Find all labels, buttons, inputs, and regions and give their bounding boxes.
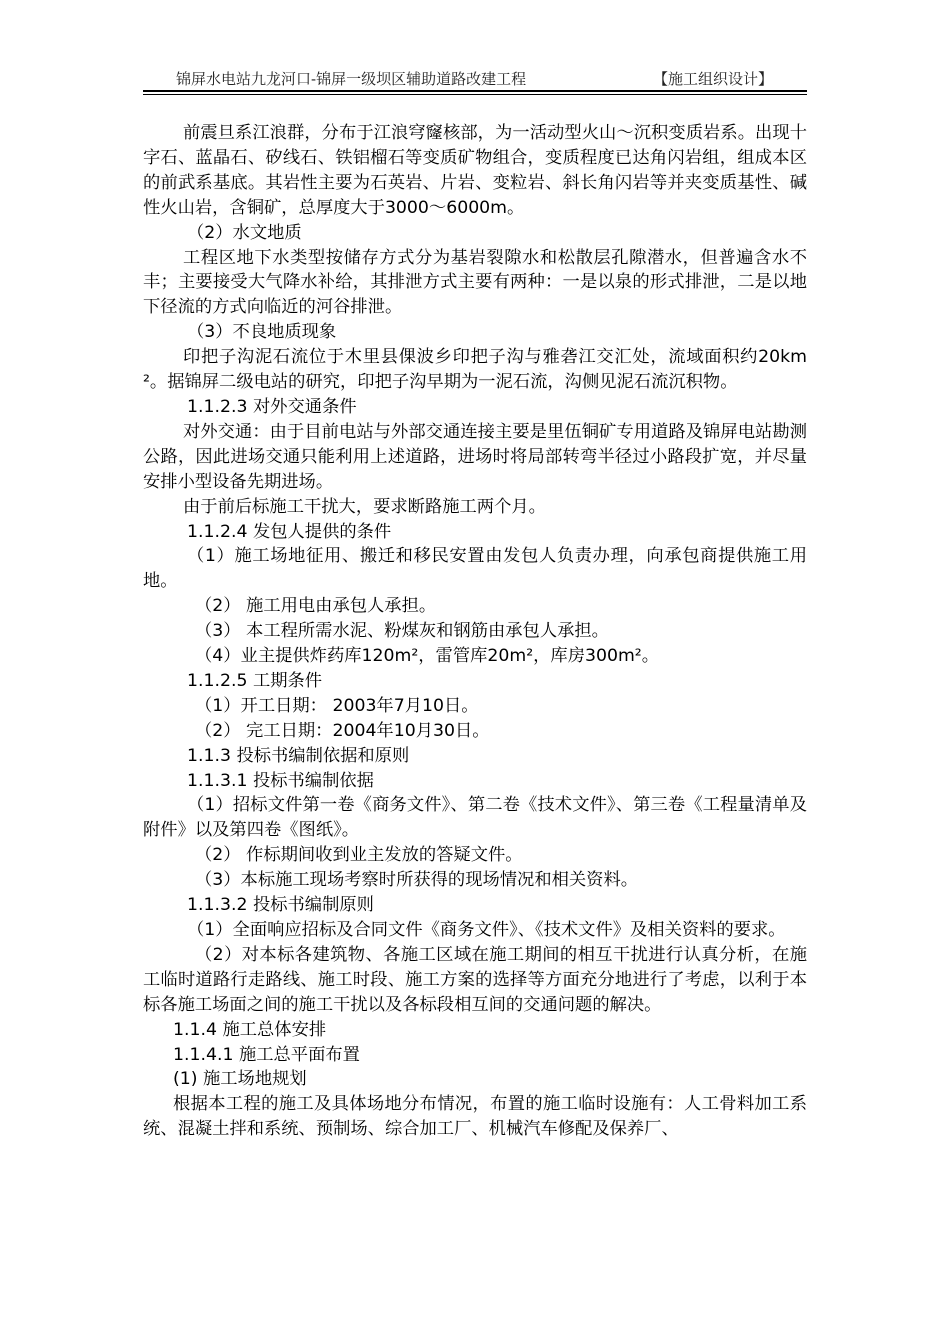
heading-bid-basis: 1.1.3 投标书编制依据和原则: [187, 745, 410, 766]
paragraph-external-traffic: 对外交通：由于目前电站与外部交通连接主要是里伍铜矿专用道路及锦屏电站勘测公路，因此进场交通只能利用上述道路，进场时将局部转弯半径过小路段扩宽，并尽量安排小型设备先期进场。: [143, 421, 807, 492]
list-item-land-acquisition: （1）施工场地征用、搬迁和移民安置由发包人负责办理，向承包商提供施工用地。: [143, 546, 807, 592]
list-item-power-supply: （2） 施工用电由承包人承担。: [195, 596, 437, 617]
list-item-end-date: （2） 完工日期：2004年10月30日。: [195, 720, 490, 741]
heading-employer-conditions: 1.1.2.4 发包人提供的条件: [187, 521, 392, 542]
heading-bid-principles: 1.1.3.2 投标书编制原则: [187, 895, 374, 916]
list-item-storage: （4）业主提供炸药库120m²，雷管库20m²，库房300m²。: [195, 646, 660, 667]
paragraph-road-closure: 由于前后标施工干扰大，要求断路施工两个月。: [183, 496, 546, 517]
heading-external-traffic: 1.1.2.3 对外交通条件: [187, 396, 357, 417]
header-project-title: 锦屏水电站九龙河口-锦屏一级坝区辅助道路改建工程: [176, 70, 527, 88]
heading-overall-arrangement: 1.1.4 施工总体安排: [173, 1019, 327, 1040]
paragraph-groundwater: 工程区地下水类型按储存方式分为基岩裂隙水和松散层孔隙潜水，但普遍含水不丰；主要接受大气降水补给，其排泄方式主要有两种：一是以泉的形式排泄，二是以地下径流的方式向临近的河谷排泄。: [143, 247, 807, 318]
document-body: [143, 121, 807, 1142]
subheading-adverse-geology: （3）不良地质现象: [187, 322, 337, 343]
subheading-site-planning: (1) 施工场地规划: [173, 1069, 307, 1090]
list-item-full-response: （1）全面响应招标及合同文件《商务文件》、《技术文件》及相关资料的要求。: [187, 920, 786, 940]
list-item-start-date: （1）开工日期： 2003年7月10日。: [195, 695, 479, 716]
header-rule-thin: [143, 94, 807, 95]
list-item-interference-analysis: （2）对本标各建筑物、各施工区域在施工期间的相互干扰进行认真分析，在施工临时道路行走路线、施工时段、施工方案的选择等方面充分地进行了考虑，以利于本标各施工场面之间的施工干扰以及各标段相互间的交通问题的解决。: [143, 944, 807, 1015]
heading-schedule: 1.1.2.5 工期条件: [187, 670, 323, 691]
paragraph-debris-flow: 印把子沟泥石流位于木里县倮波乡印把子沟与雅砻江交汇处，流域面积约20km²。据锦屏二级电站的研究，印把子沟早期为一泥石流，沟侧见泥石流沉积物。: [143, 347, 807, 393]
heading-bid-basis-sources: 1.1.3.1 投标书编制依据: [187, 770, 374, 791]
list-item-clarifications: （2） 作标期间收到业主发放的答疑文件。: [195, 845, 523, 866]
list-item-site-survey: （3）本标施工现场考察时所获得的现场情况和相关资料。: [195, 870, 639, 891]
subheading-hydrogeology: （2）水文地质: [187, 222, 302, 243]
page-header: [143, 64, 807, 92]
list-item-materials: （3） 本工程所需水泥、粉煤灰和钢筋由承包人承担。: [195, 621, 609, 642]
paragraph-geology-intro: 前震旦系江浪群，分布于江浪穹窿核部，为一活动型火山～沉积变质岩系。出现十字石、蓝晶石、矽线石、铁铝榴石等变质矿物组合，变质程度已达角闪岩组，组成本区的前武系基底。其岩性主要为石英岩、片岩、变粒岩、斜长角闪岩等并夹变质基性、碱性火山岩，含铜矿，总厚度大于3000～6000m。: [143, 123, 807, 218]
heading-site-layout: 1.1.4.1 施工总平面布置: [173, 1044, 360, 1065]
header-rule-thick: [143, 90, 807, 92]
list-item-tender-documents: （1）招标文件第一卷《商务文件》、第二卷《技术文件》、第三卷《工程量清单及附件》以及第四卷《图纸》。: [143, 795, 807, 841]
header-section-title: 【施工组织设计】: [652, 70, 773, 88]
paragraph-temporary-facilities: 根据本工程的施工及具体场地分布情况，布置的施工临时设施有：人工骨料加工系统、混凝土拌和系统、预制场、综合加工厂、机械汽车修配及保养厂、: [143, 1094, 807, 1140]
